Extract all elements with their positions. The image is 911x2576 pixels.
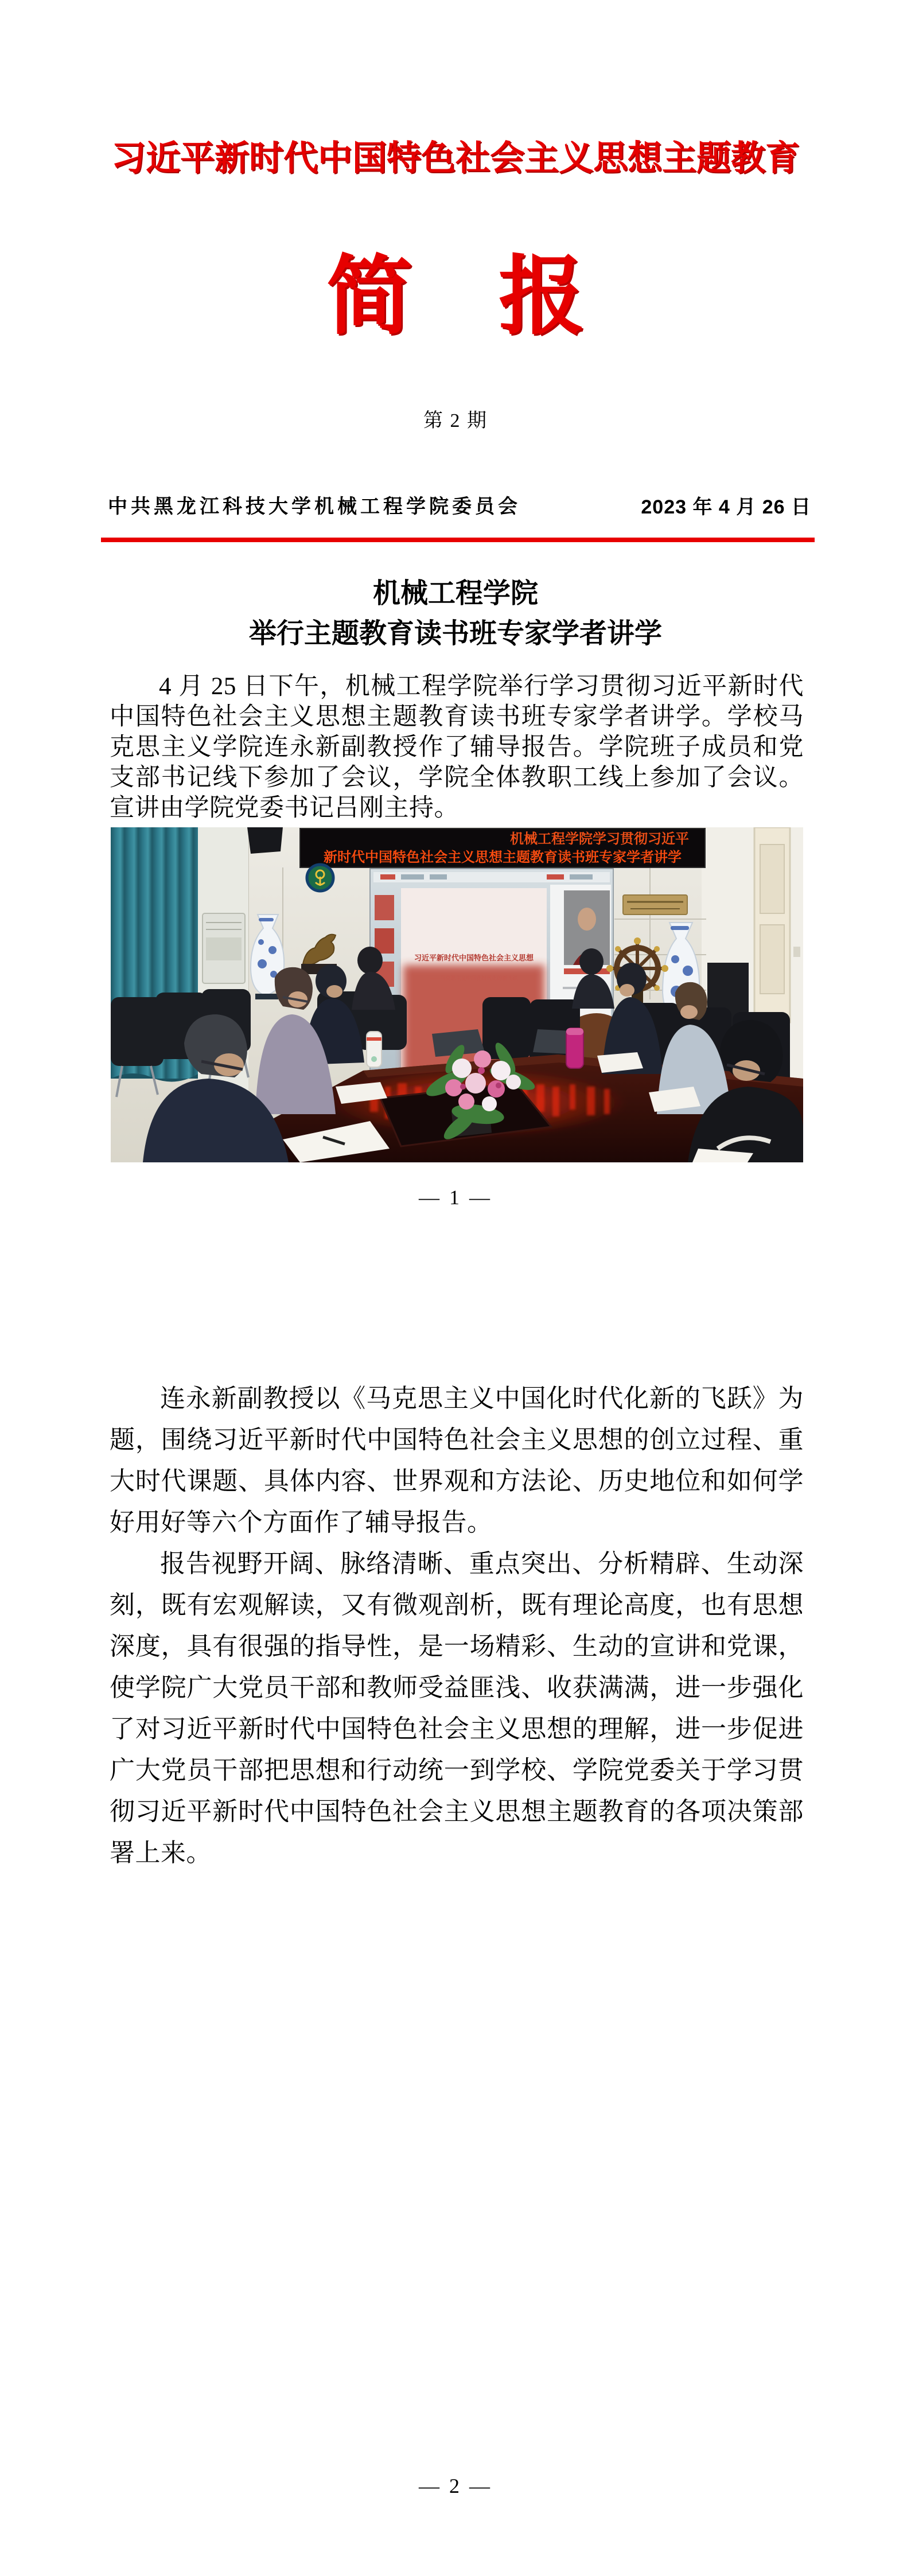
issue-number: 第 2 期 — [423, 410, 488, 431]
led-banner-line2: 新时代中国特色社会主义思想主题教育读书班专家学者讲学 — [324, 850, 682, 865]
page2-body — [110, 1378, 804, 1874]
page2-paragraph-2: 报告视野开阔、脉络清晰、重点突出、分析精辟、生动深刻，既有宏观解读，又有微观剖析，既有理论高度，也有思想深度，具有很强的指导性，是一场精彩、生动的宣讲和党课，使学院广大党员干部和教师受益匪浅、收获满满，进一步强化了对习近平新时代中国特色社会主义思想的理解，进一步促进广大党员干部把思想和行动统一到学校、学院党委关于学习贯彻习近平新时代中国特色社会主义思想主题教育的各项决策部署上来。 — [110, 1550, 804, 1867]
wall-emblem — [307, 865, 333, 891]
page-number-2: — 2 — — [419, 2474, 492, 2497]
air-conditioner-unit — [203, 913, 245, 983]
article-title-line2: 举行主题教育读书班专家学者讲学 — [248, 618, 662, 649]
publish-date: 2023 年 4 月 26 日 — [641, 496, 811, 518]
article-title — [0, 574, 911, 654]
article-title-line1: 机械工程学院 — [372, 578, 538, 609]
masthead-bulletin-name: 简 报 — [326, 248, 585, 344]
gold-plaque — [623, 895, 687, 915]
screen-toolbar — [373, 872, 610, 882]
thermos-pink — [566, 1028, 583, 1068]
publisher-name: 中共黑龙江科技大学机械工程学院委员会 — [108, 496, 521, 517]
masthead-theme-title: 习近平新时代中国特色社会主义思想主题教育 — [111, 139, 800, 177]
publisher-row — [108, 495, 811, 519]
led-banner-line1: 机械工程学院学习贯彻习近平 — [510, 831, 689, 847]
wall-speaker — [247, 827, 283, 854]
red-divider-rule — [101, 538, 815, 542]
led-banner — [300, 828, 705, 867]
slide-title: 习近平新时代中国特色社会主义思想 — [414, 954, 534, 962]
article-photo — [111, 827, 803, 1162]
slide-subtitle: ——马克思主义中国化时代化的新飞跃 — [430, 975, 518, 981]
page2-paragraph-1: 连永新副教授以《马克思主义中国化时代化新的飞跃》为题，围绕习近平新时代中国特色社会主义思想的创立过程、重大时代课题、具体内容、世界观和方法论、历史地位和如何学好用好等六个方面作了辅导报告。 — [110, 1384, 804, 1536]
thermos-white — [367, 1032, 381, 1067]
page-number-1: — 1 — — [419, 1186, 492, 1209]
meeting-photo-illustration — [111, 827, 803, 1162]
article-body-paragraph: 4 月 25 日下午，机械工程学院举行学习贯彻习近平新时代中国特色社会主义思想主题教育读书班专家学者讲学。学校马克思主义学院连永新副教授作了辅导报告。学院班子成员和党支部书记线下参加了会议，学院全体教职工线上参加了会议。宣讲由学院党委书记吕刚主持。 — [110, 673, 804, 822]
